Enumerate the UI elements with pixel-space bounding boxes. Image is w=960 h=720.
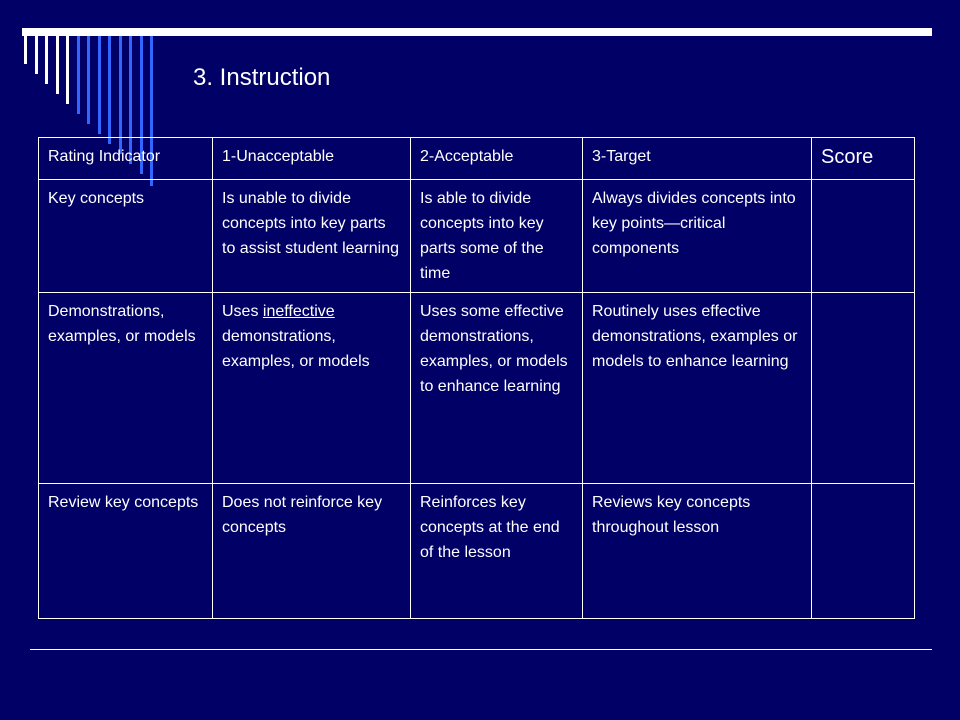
cell-score xyxy=(812,484,915,619)
deco-bar xyxy=(98,36,101,134)
cell-indicator: Key concepts xyxy=(39,180,213,293)
deco-bar xyxy=(56,36,59,94)
deco-bar xyxy=(35,36,38,74)
cell-target: Always divides concepts into key points—critical components xyxy=(583,180,812,293)
text-fragment: demonstrations, examples, or models xyxy=(222,328,370,370)
header-target: 3-Target xyxy=(583,138,812,180)
text-fragment: Uses xyxy=(222,303,263,320)
cell-target: Routinely uses effective demonstrations, examples or models to enhance learning xyxy=(583,293,812,484)
deco-bar xyxy=(24,36,27,64)
table-row xyxy=(39,180,915,293)
table-row xyxy=(39,293,915,484)
header-unacceptable: 1-Unacceptable xyxy=(213,138,411,180)
cell-acceptable: Is able to divide concepts into key parts some of the time xyxy=(411,180,583,293)
top-rule xyxy=(22,28,932,36)
header-rating-indicator: Rating Indicator xyxy=(39,138,213,180)
bottom-rule xyxy=(30,649,932,650)
cell-score xyxy=(812,180,915,293)
cell-score xyxy=(812,293,915,484)
rubric-table xyxy=(38,137,915,619)
header-score: Score xyxy=(812,138,915,180)
deco-bar xyxy=(77,36,80,114)
cell-target: Reviews key concepts throughout lesson xyxy=(583,484,812,619)
cell-indicator: Demonstrations, examples, or models xyxy=(39,293,213,484)
cell-indicator: Review key concepts xyxy=(39,484,213,619)
slide-title: 3. Instruction xyxy=(193,64,331,91)
deco-bar xyxy=(45,36,48,84)
cell-acceptable: Reinforces key concepts at the end of the lesson xyxy=(411,484,583,619)
cell-unacceptable: Does not reinforce key concepts xyxy=(213,484,411,619)
deco-bar xyxy=(87,36,90,124)
underlined-word: ineffective xyxy=(262,303,335,320)
deco-bar xyxy=(66,36,69,104)
cell-unacceptable: Is unable to divide concepts into key parts to assist student learning xyxy=(213,180,411,293)
table-header-row xyxy=(39,138,915,180)
header-acceptable: 2-Acceptable xyxy=(411,138,583,180)
cell-acceptable: Uses some effective demonstrations, examples, or models to enhance learning xyxy=(411,293,583,484)
deco-bar xyxy=(108,36,111,144)
table-row xyxy=(39,484,915,619)
cell-unacceptable xyxy=(213,293,411,484)
